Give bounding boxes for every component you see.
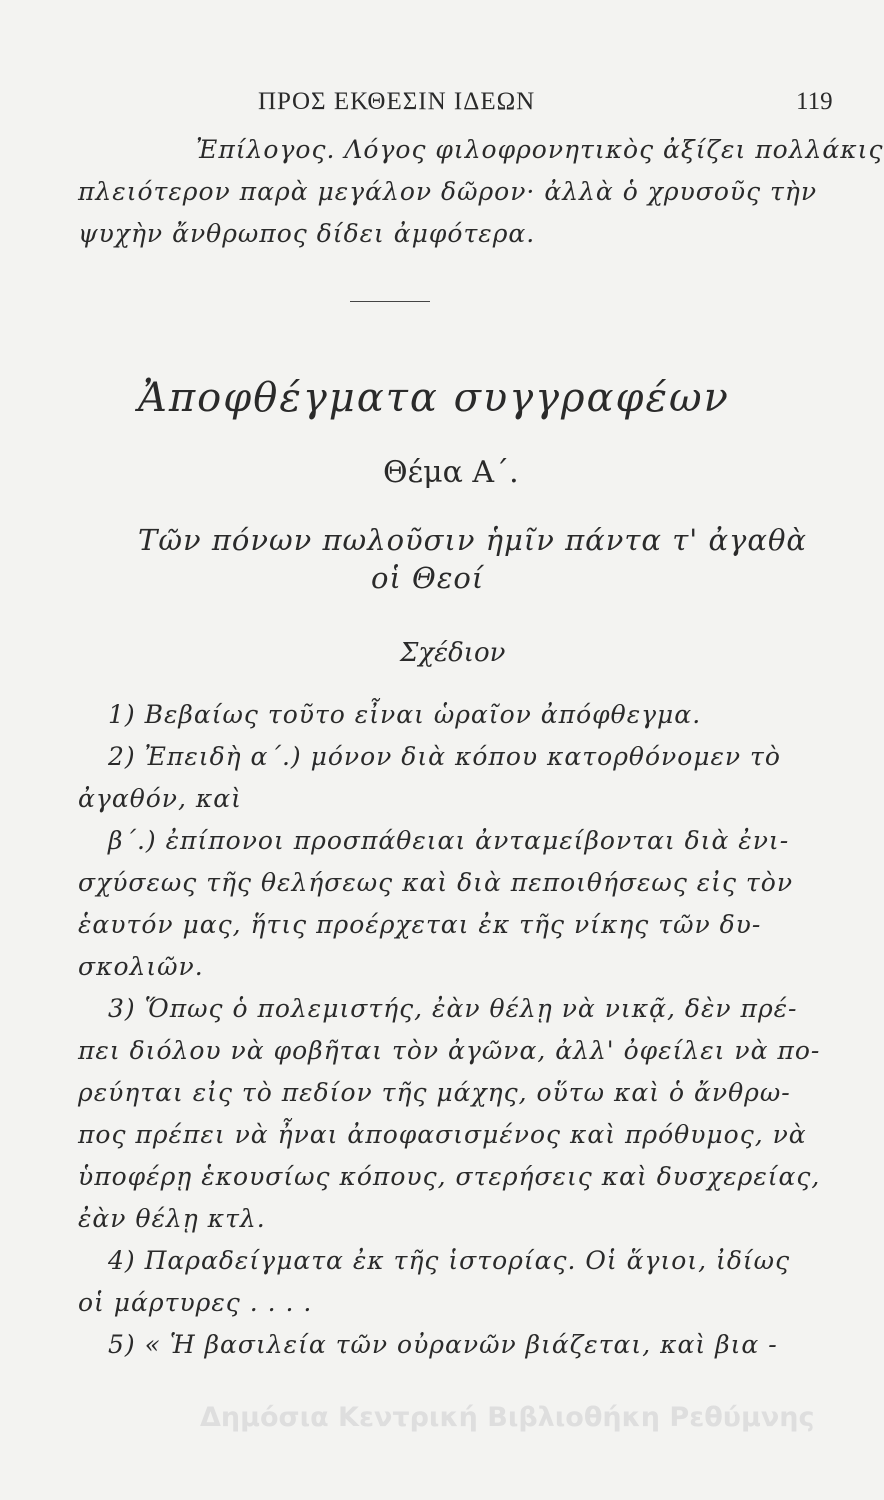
body-line: 3) Ὅπως ὁ πολεμιστής, ἐὰν θέλῃ νὰ νικᾷ, δὲν πρέ- — [108, 994, 798, 1023]
section-title: Ἀποφθέγματα συγγραφέων — [138, 375, 730, 421]
epilogue-line: πλειότερον παρὰ μεγάλον δῶρον· ἀλλὰ ὁ χρυσοῦς τὴν — [78, 177, 818, 206]
body-line: ὑποφέρῃ ἑκουσίως κόπους, στερήσεις καὶ δυσχερείας, — [78, 1162, 821, 1191]
running-title: ΠΡΟΣ ΕΚΘΕΣΙΝ ΙΔΕΩΝ — [258, 88, 536, 115]
body-line: οἱ μάρτυρες . . . . — [78, 1288, 313, 1317]
body-line: 2) Ἐπειδὴ α΄.) μόνον διὰ κόπου κατορθόνομεν τὸ — [108, 742, 781, 771]
body-line: 1) Βεβαίως τοῦτο εἶναι ὡραῖον ἀπόφθεγμα. — [108, 700, 702, 729]
proverb-line: οἱ Θεοί — [371, 561, 485, 595]
body-line: σχύσεως τῆς θελήσεως καὶ διὰ πεποιθήσεως εἰς τὸν — [78, 868, 794, 897]
page-number: 119 — [796, 88, 833, 115]
body-line: 4) Παραδείγματα ἐκ τῆς ἱστορίας. Οἱ ἅγιοι, ἰδίως — [108, 1246, 791, 1275]
epilogue-line: ψυχὴν ἄνθρωπος δίδει ἀμφότερα. — [78, 219, 536, 248]
body-line: ρεύηται εἰς τὸ πεδίον τῆς μάχης, οὕτω καὶ ὁ ἄνθρω- — [78, 1078, 791, 1107]
body-line: ἐὰν θέλῃ κτλ. — [78, 1204, 266, 1233]
section-divider — [350, 301, 430, 302]
body-line: ἀγαθόν, καὶ — [78, 784, 242, 813]
body-line: σκολιῶν. — [78, 952, 204, 981]
body-line: 5) « Ἡ βασιλεία τῶν οὐρανῶν βιάζεται, καὶ βια - — [108, 1330, 778, 1359]
body-line: β΄.) ἐπίπονοι προσπάθειαι ἀνταμείβονται διὰ ἐνι- — [108, 826, 790, 855]
theme-label: Θέμα Α΄. — [383, 455, 519, 490]
body-line: πει διόλου νὰ φοβῆται τὸν ἀγῶνα, ἀλλ' ὀφείλει νὰ πο- — [78, 1036, 821, 1065]
proverb-line: Τῶν πόνων πωλοῦσιν ἡμῖν πάντα τ' ἀγαθὰ — [138, 523, 808, 557]
body-line: ἑαυτόν μας, ἥτις προέρχεται ἐκ τῆς νίκης τῶν δυ- — [78, 910, 762, 939]
library-watermark: Δημόσια Κεντρική Βιβλιοθήκη Ρεθύμνης — [200, 1402, 815, 1433]
epilogue-line: Ἐπίλογος. Λόγος φιλοφρονητικὸς ἀξίζει πολλάκις — [196, 135, 884, 164]
body-line: πος πρέπει νὰ ἦναι ἀποφασισμένος καὶ πρόθυμος, νὰ — [78, 1120, 807, 1149]
outline-label: Σχέδιον — [400, 638, 506, 668]
